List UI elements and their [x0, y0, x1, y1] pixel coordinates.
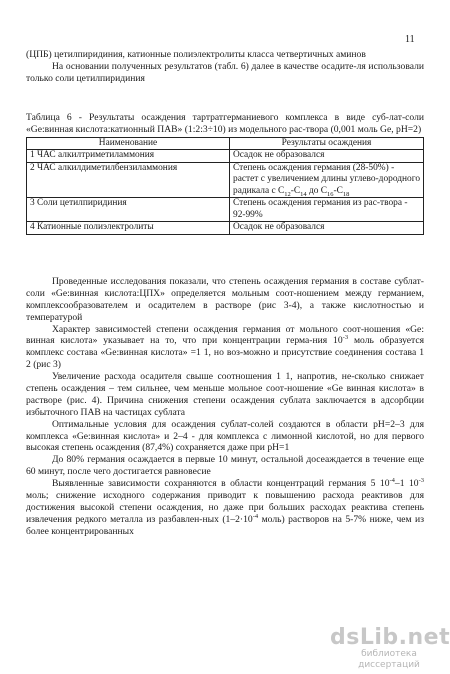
paragraph-3: Увеличение расхода осадителя свыше соотношения 1 1, напротив, не-сколько снижает степень осаждения – тем сильнее, чем меньше мольное соот-ношение «Ge винная кислота» в растворе (рис. 4). Причина снижения степени осаждения сублата заключается в адсорбции избыточного ПАВ на частицах сублата	[26, 371, 424, 418]
body-text	[26, 276, 424, 538]
table-row	[27, 222, 424, 234]
paragraph-6: Выявленные зависимости сохраняются в области концентраций германия 5 $10^{-4}-1$ $10^{-3}$ моль; снижение исходного содержания приводит к повышению расхода реактивов для достижения высокой степени осаждения, но даже при больших расходах реактива степень извлечения редкого металла из разбавлен-ных ($1-2\cdot 10^{-4}$ моль) растворов на 5-7% ниже, чем из более концентрированных	[26, 476, 424, 537]
paragraph-5: До 80% германия осаждается в первые 10 минут, остальной досеаждается в течение еще 60 минут, после чего достигается равновесие	[26, 454, 424, 478]
page-number: 11	[405, 34, 415, 45]
header-name: Наименование	[27, 137, 230, 149]
row-name: 1 ЧАС алкилтриметиламмония	[27, 150, 230, 162]
row-result: Степень осаждения германия из рас-твора - 92-99%	[230, 198, 424, 222]
paragraph-2: Характер зависимостей степени осаждения германия от мольного соот-ношения «Ge: винная кислота» указывает на то, что при концентрации герма-ния $10^{-3}$ моль образуется комплекс состава «Ge:винная кислота» =1 1, но воз-можно и присутствие соединения состава 1 2 (рис 3)	[26, 323, 424, 371]
paragraph-1: Проведенные исследования показали, что степень осаждения германия в составе сублат-соли «Ge:винная кислота:ЦПХ» определяется мольным соот-ношением между германием, комплексообразователем и осадителем в растворе (рис 3-4), а также кислотностью и температурой	[26, 276, 424, 323]
table-row	[27, 162, 424, 197]
watermark	[330, 624, 448, 672]
row-result: Степень осаждения германия (28-50%) - растет с увеличением длины углево-дородного радикала с $С_{12}-С_{14}$ до $С_{16}-С_{18}$	[230, 162, 424, 197]
table-row	[27, 150, 424, 162]
table-header-row	[27, 137, 424, 149]
results-table	[26, 137, 424, 235]
intro-block	[26, 49, 424, 85]
table-block	[26, 112, 424, 235]
paragraph-4: Оптимальные условия для осаждения сублат-солей создаются в области pH=2–3 для комплекса «Ge:винная кислота» и 2–4 - для комплекса с лимонной кислотой, но для первого высокая степень осаждения (87,4%) сохраняется даже при pH=1	[26, 418, 424, 454]
row-name: 2 ЧАС алкилдиметилбензиламмония	[27, 162, 230, 197]
header-results: Результаты осаждения	[230, 137, 424, 149]
table-caption: Таблица 6 - Результаты осаждения тартратгерманиевого комплекса в виде суб-лат-соли «Ge:винная кислота:катионный ПАВ» (1:2:3÷10) из модельного рас-твора (0,001 моль Ge, pH=2)	[26, 112, 424, 135]
watermark-logo: dsLib.net	[330, 625, 450, 650]
watermark-subtitle: библиотека диссертаций	[358, 649, 420, 671]
row-result: Осадок не образовался	[230, 222, 424, 234]
intro-line-2: На основании полученных результатов (табл. 6) далее в качестве осадите-ля использовали только соли цетилпиридиния	[26, 60, 424, 84]
row-name: 4 Катионные полиэлектролиты	[27, 222, 230, 234]
intro-line-1: (ЦПБ) цетилпиридиния, катионные полиэлектролиты класса четвертичных аминов	[26, 49, 366, 60]
row-result: Осадок не образовался	[230, 150, 424, 162]
table-row	[27, 198, 424, 222]
row-name: 3 Соли цетилпиридиния	[27, 198, 230, 222]
